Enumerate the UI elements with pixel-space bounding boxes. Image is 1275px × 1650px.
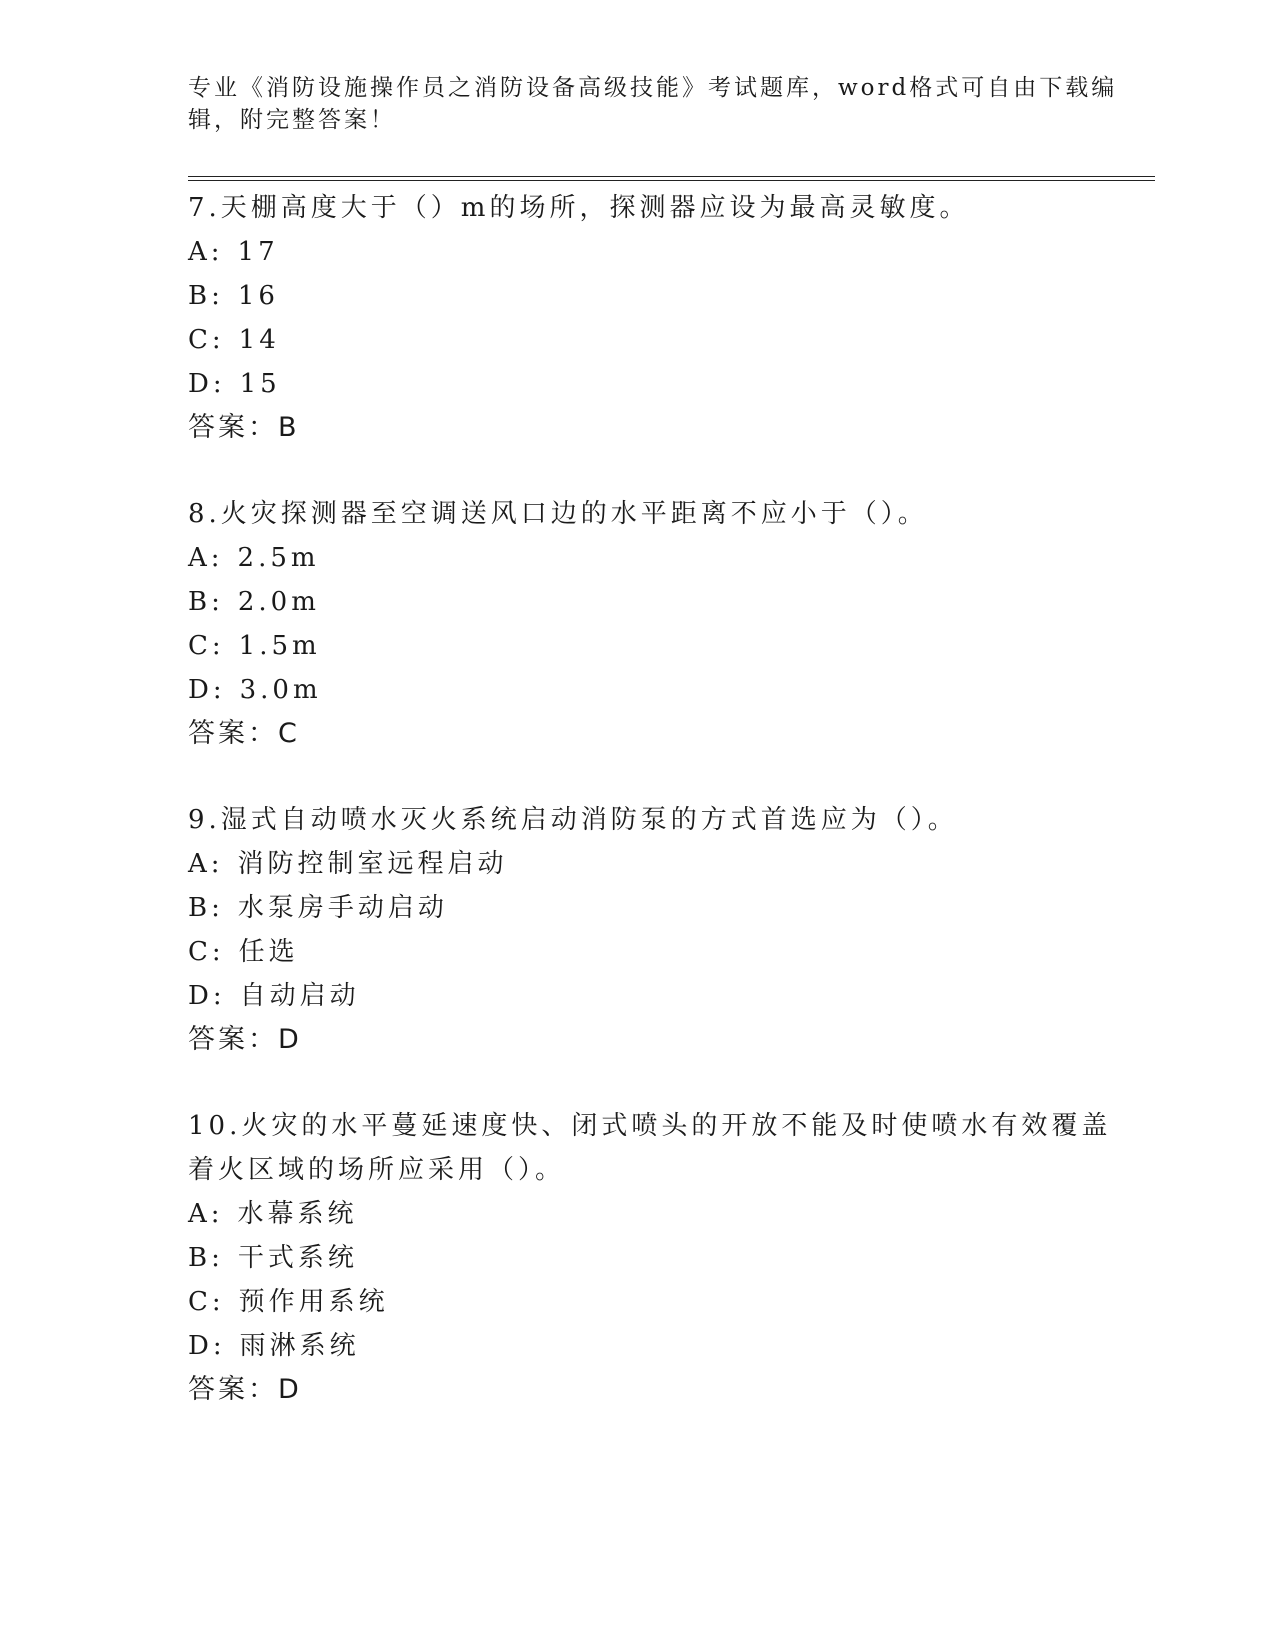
answer-line: 答案：C	[188, 718, 300, 749]
option-letter: D:	[188, 369, 226, 399]
option-b	[188, 278, 279, 314]
option-text: 17	[237, 237, 279, 267]
option-letter: A:	[188, 1199, 224, 1229]
option-text: 干式系统	[237, 1243, 358, 1273]
option-d	[188, 672, 322, 708]
option-a	[188, 540, 320, 576]
option-letter: D:	[188, 981, 226, 1011]
option-text: 3.0m	[239, 675, 322, 705]
option-c	[188, 322, 280, 358]
option-letter: D:	[188, 1331, 226, 1361]
option-c	[188, 1284, 389, 1320]
question-stem: 8.火灾探测器至空调送风口边的水平距离不应小于（）。	[188, 499, 928, 529]
option-text: 雨淋系统	[239, 1331, 360, 1361]
option-letter: B:	[188, 281, 224, 311]
option-b	[188, 1240, 358, 1276]
option-text: 2.0m	[237, 587, 320, 617]
option-a	[188, 1196, 358, 1232]
option-text: 水幕系统	[237, 1199, 358, 1229]
option-c	[188, 628, 321, 664]
option-text: 14	[238, 325, 280, 355]
option-text: 任选	[238, 937, 299, 967]
option-letter: C:	[188, 1287, 225, 1317]
option-letter: B:	[188, 587, 224, 617]
option-letter: C:	[188, 325, 225, 355]
option-b	[188, 584, 320, 620]
question-stem: 9.湿式自动喷水灭火系统启动消防泵的方式首选应为（）。	[188, 805, 958, 835]
option-text: 预作用系统	[238, 1287, 389, 1317]
header-divider-bottom	[188, 180, 1155, 181]
answer-line: 答案：D	[188, 1024, 302, 1055]
option-text: 15	[239, 369, 281, 399]
header-text-line-2: 辑，附完整答案！	[188, 107, 396, 133]
option-c	[188, 934, 299, 970]
option-d	[188, 366, 281, 402]
option-letter: B:	[188, 893, 224, 923]
option-text: 1.5m	[238, 631, 321, 661]
option-b	[188, 890, 448, 926]
option-d	[188, 1328, 360, 1364]
question-stem: 10.火灾的水平蔓延速度快、闭式喷头的开放不能及时使喷水有效覆盖	[188, 1111, 1112, 1141]
option-text: 2.5m	[237, 543, 320, 573]
answer-line: 答案：B	[188, 412, 300, 443]
option-text: 水泵房手动启动	[237, 893, 448, 923]
option-letter: D:	[188, 675, 226, 705]
option-letter: A:	[188, 543, 224, 573]
header-text-line-1: 专业《消防设施操作员之消防设备高级技能》考试题库，word格式可自由下载编	[188, 75, 1118, 101]
option-a	[188, 234, 279, 270]
option-text: 消防控制室远程启动	[237, 849, 508, 879]
option-d	[188, 978, 360, 1014]
option-letter: C:	[188, 631, 225, 661]
option-letter: B:	[188, 1243, 224, 1273]
option-text: 自动启动	[239, 981, 360, 1011]
answer-line: 答案：D	[188, 1374, 302, 1405]
option-letter: C:	[188, 937, 225, 967]
option-letter: A:	[188, 849, 224, 879]
option-text: 16	[237, 281, 279, 311]
option-letter: A:	[188, 237, 224, 267]
header-divider-top	[188, 176, 1155, 177]
option-a	[188, 846, 508, 882]
question-stem-continued: 着火区域的场所应采用（）。	[188, 1155, 566, 1185]
question-stem: 7.天棚高度大于（）m的场所，探测器应设为最高灵敏度。	[188, 193, 970, 223]
